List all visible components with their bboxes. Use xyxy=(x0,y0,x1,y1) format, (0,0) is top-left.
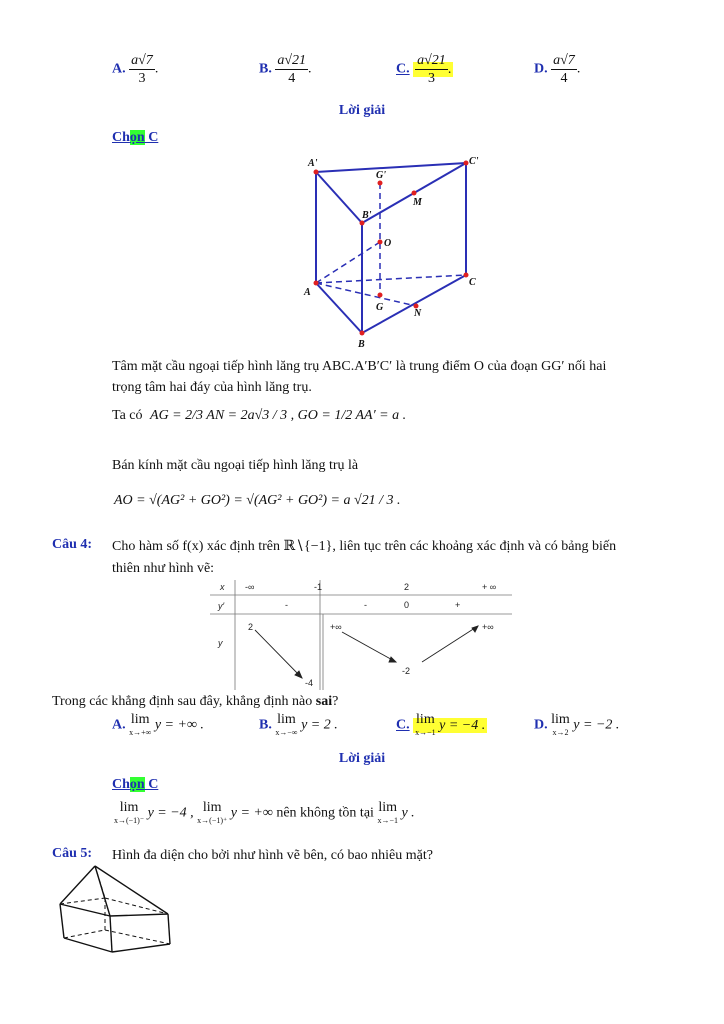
q5-text: Hình đa diện cho bởi như hình vẽ bên, có bao nhiêu mặt? xyxy=(112,848,433,863)
option-letter: D. xyxy=(534,61,548,77)
table-x-val: + ∞ xyxy=(482,582,497,592)
q3-options xyxy=(112,52,652,96)
table-yp-label: y′ xyxy=(218,601,225,611)
q4-option-d[interactable]: D. lim x→2 y = −2 . xyxy=(534,712,620,737)
option-letter: C. xyxy=(396,61,410,77)
q3-solution-text2: trọng tâm hai đáy của hình lăng trụ. xyxy=(112,380,312,395)
q4-label: Câu 4: xyxy=(52,537,93,552)
loi-giai-heading: Lời giải xyxy=(338,103,386,118)
q4-question: Trong các khẳng định sau đây, khẳng định nào sai? xyxy=(52,694,339,709)
option-letter: A. xyxy=(112,61,126,77)
q4-text2: thiên như hình vẽ: xyxy=(112,561,215,576)
table-y-val: +∞ xyxy=(330,622,342,632)
option-fraction: $\frac{a√21}{4}$ xyxy=(277,53,307,86)
table-yp-val: - xyxy=(364,600,367,610)
q4-text1: Cho hàm số f(x) xác định trên ℝ∖{−1}, liên tục trên các khoảng xác định và có bảng biến xyxy=(112,539,617,554)
label-b: B xyxy=(358,339,365,350)
label-c1: C' xyxy=(469,156,479,167)
q3-formula1: Ta có AG = 2/3 AN = 2a√3 / 3 , GO = 1/2 AA′ = a . xyxy=(112,408,407,423)
option-letter: B. xyxy=(259,61,272,77)
table-y-val: +∞ xyxy=(482,622,494,632)
q3-option-d[interactable]: D. $\frac{a√7}{4}$ . xyxy=(534,53,581,86)
table-yp-val: + xyxy=(455,600,461,610)
table-x-label: x xyxy=(220,582,225,592)
q3-option-b[interactable]: B. $\frac{a√21}{4}$ . xyxy=(259,53,312,86)
table-x-val: -∞ xyxy=(245,582,255,592)
table-y-label: y xyxy=(218,638,223,648)
table-x-val: -1 xyxy=(314,582,323,592)
table-y-val: -4 xyxy=(305,678,314,688)
prism-figure xyxy=(296,150,496,350)
q3-option-a[interactable]: A. $\frac{a√7}{3}$ . xyxy=(112,53,159,86)
label-a: A xyxy=(304,287,311,298)
q4-solution: lim x→(−1)⁻ y = −4 , lim x→(−1)⁺ y = +∞ nên không tồn tại lim x→−1 y . xyxy=(114,800,415,825)
chon-answer: Chọn C xyxy=(112,130,159,145)
q4-options xyxy=(112,712,672,742)
option-fraction: $\frac{a√7}{3}$ xyxy=(131,53,153,86)
q4-option-a[interactable]: A. lim x→+∞ y = +∞ . xyxy=(112,712,204,737)
q3-formula2: AO = √(AG² + GO²) = √(AG² + GO²) = a √21 / 3 . xyxy=(114,493,401,508)
variation-table xyxy=(210,580,512,690)
q3-option-c[interactable]: C. $\frac{a√21}{3}$ . xyxy=(396,53,452,86)
table-yp-val: - xyxy=(285,600,288,610)
q4-option-b[interactable]: B. lim x→−∞ y = 2 . xyxy=(259,712,338,737)
option-fraction: $\frac{a√7}{4}$ xyxy=(553,53,575,86)
label-g: G xyxy=(376,302,384,313)
loi-giai-heading-2: Lời giải xyxy=(338,751,386,766)
q4-option-c[interactable]: C. lim x→−1 y = −4 . xyxy=(396,712,486,737)
table-y-val: -2 xyxy=(402,666,411,676)
option-fraction: $\frac{a√21}{3}$ xyxy=(417,53,446,86)
label-o: O xyxy=(384,238,392,249)
table-y-val: 2 xyxy=(248,622,254,632)
table-x-val: 2 xyxy=(404,582,410,592)
q5-label: Câu 5: xyxy=(52,846,93,861)
label-a1: A' xyxy=(308,158,318,169)
label-m: M xyxy=(413,197,422,208)
label-g1: G' xyxy=(376,170,386,181)
label-b1: B' xyxy=(362,210,372,221)
label-c: C xyxy=(469,277,476,288)
q3-solution-text1: Tâm mặt cầu ngoại tiếp hình lăng trụ ABC.A′B′C′ là trung điểm O của đoạn GG′ nối hai xyxy=(112,359,607,374)
polyhedron-figure xyxy=(50,862,180,958)
chon-answer-2: Chọn C xyxy=(112,777,159,792)
q3-solution-text3: Bán kính mặt cầu ngoại tiếp hình lăng trụ là xyxy=(112,458,359,473)
table-yp-val: 0 xyxy=(404,600,410,610)
label-n: N xyxy=(414,308,422,319)
